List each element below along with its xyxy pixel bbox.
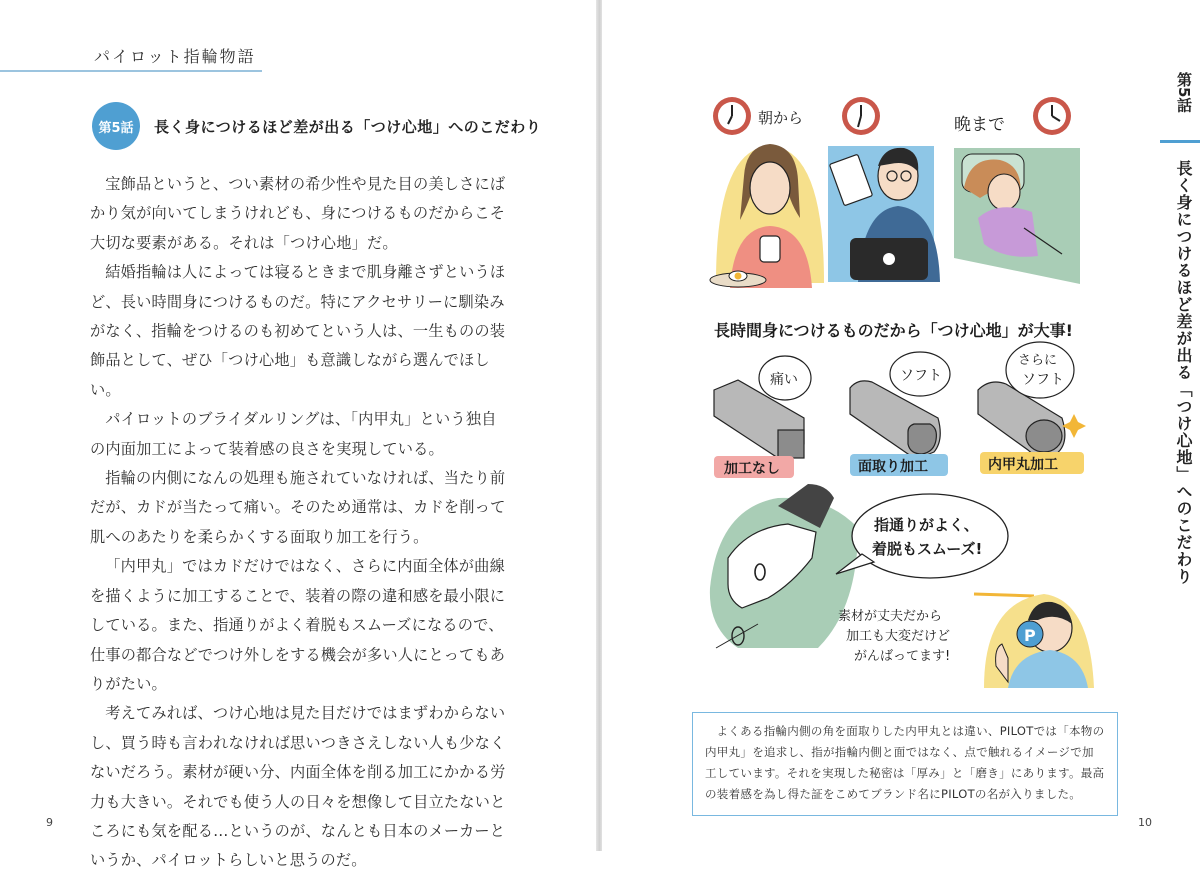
svg-text:ソフト: ソフト xyxy=(1022,372,1064,388)
paragraph: 「内甲丸」ではカドだけではなく、さらに内面全体が曲線を描くように加工することで、装着の際の違和感を最小限にしている。また、指通りがよく着脱もスムーズになるので、仕事の都合などでつけ外しをする機会が多い人にとってもありがたい。 xyxy=(90,557,506,693)
clock-icon xyxy=(1033,97,1071,135)
paragraph: 結婚指輪は人によっては寝るときまで肌身離さずというほど、長い時間身につけるものだ。特にアクセサリーに馴染みがなく、指輪をつけるのも初めてという人は、一生ものの装飾品として、ぜひ「つけ心地」も意識しながら選んでほしい。 xyxy=(90,263,506,399)
illustration xyxy=(708,88,1088,688)
time-to-label: 晩まで xyxy=(954,115,1005,135)
left-page xyxy=(0,0,598,870)
label-no-processing: 加工なし xyxy=(724,461,780,477)
side-episode-label: 第5話 xyxy=(1175,72,1193,113)
caption-text: よくある指輪内側の角を面取りした内甲丸とは違い、PILOTでは「本物の内甲丸」を追求し、指が指輪内側と面ではなく、点で触れるイメージで加工しています。それを実現した秘密は「厚み」と「磨き」にあります。最高の装着感を為し得た証をこめてブランド名にPILOTの名が入りました。 xyxy=(705,724,1105,801)
hand-with-ring xyxy=(710,484,858,648)
divider-line xyxy=(974,594,1034,596)
episode-title: 長く身につけるほど差が出る「つけ心地」へのこだわり xyxy=(154,118,542,136)
side-episode-rule xyxy=(1160,140,1200,143)
time-from-label: 朝から xyxy=(758,109,804,127)
illustration-headline: 長時間身につけるものだから「つけ心地」が大事! xyxy=(714,321,1073,340)
night-sleeping-figure xyxy=(954,148,1080,284)
page-number-right: 10 xyxy=(1138,816,1152,829)
pilot-logo-icon: P xyxy=(1024,626,1036,645)
label-uchikomaru: 内甲丸加工 xyxy=(988,457,1058,473)
note-line: がんばってます! xyxy=(854,649,951,664)
label-chamfer: 面取り加工 xyxy=(858,459,928,475)
svg-text:痛い: 痛い xyxy=(770,372,798,388)
speech-bubble-large xyxy=(836,494,1008,578)
clock-icon xyxy=(713,97,751,135)
daytime-man-figure xyxy=(828,146,940,282)
speech-bubble xyxy=(759,356,811,400)
right-page xyxy=(602,0,1200,851)
body-text xyxy=(90,170,510,876)
svg-text:ソフト: ソフト xyxy=(900,368,942,384)
note-line: 素材が丈夫だから xyxy=(838,609,943,624)
clock-icon xyxy=(842,97,880,135)
speech-bubble xyxy=(1006,342,1074,398)
page-number-left: 9 xyxy=(46,816,53,829)
running-head: パイロット指輪物語 xyxy=(94,47,256,66)
paragraph: パイロットのブライダルリングは、「内甲丸」という独自の内面加工によって装着感の良さを実現している。 xyxy=(90,410,497,458)
svg-text:さらに: さらに xyxy=(1018,353,1058,368)
note-line: 加工も大変だけど xyxy=(846,629,951,644)
pilot-staff-figure xyxy=(984,594,1094,688)
morning-woman-figure xyxy=(710,144,824,288)
episode-badge: 第5話 xyxy=(92,102,140,150)
caption-box xyxy=(692,712,1118,816)
paragraph: 考えてみれば、つけ心地は見た目だけではまずわからないし、買う時も言われなければ思いつきさえしない人も少なくないだろう。素材が硬い分、内面全体を削る加工にかかる労力も大きい。それでも使う人の日々を想像して目立たないところにも気を配る…というのが、なんとも日本のメーカーというか、パイロットらしいと思うのだ。 xyxy=(90,704,506,870)
svg-text:着脱もスムーズ!: 着脱もスムーズ! xyxy=(872,540,983,558)
speech-bubble xyxy=(890,352,950,396)
side-episode-title: 長く身につけるほど差が出る「つけ心地」へのこだわり xyxy=(1174,160,1193,585)
svg-text:指通りがよく、: 指通りがよく、 xyxy=(874,516,979,534)
running-head-rule xyxy=(0,70,262,72)
paragraph: 宝飾品というと、つい素材の希少性や見た目の美しさにばかり気が向いてしまうけれども、身につけるものだからこそ大切な要素がある。それは「つけ心地」だ。 xyxy=(90,175,506,252)
paragraph: 指輪の内側になんの処理も施されていなければ、当たり前だが、カドが当たって痛い。そのため通常は、カドを削って肌へのあたりを柔らかくする面取り加工を行う。 xyxy=(90,469,506,546)
